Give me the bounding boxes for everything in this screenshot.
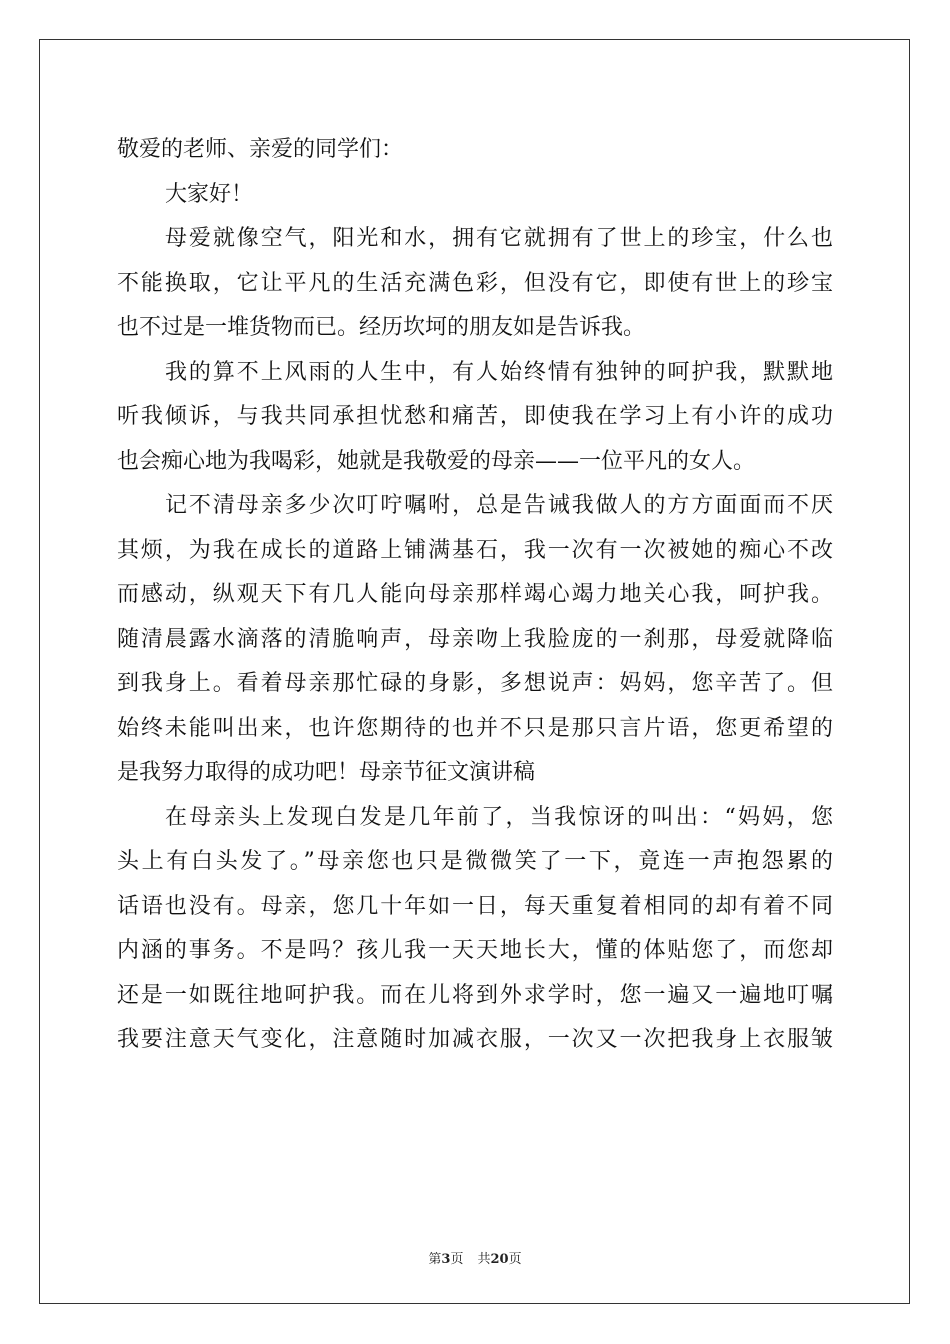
text-line: 大家好！ bbox=[165, 181, 254, 207]
text-line: 其烦，为我在成长的道路上铺满基石，我一次有一次被她的痴心不改 bbox=[117, 537, 833, 563]
text-line: 听我倾诉，与我共同承担忧愁和痛苦，即使我在学习上有小许的成功 bbox=[117, 404, 833, 429]
text-line: 内涵的事务。不是吗？孩儿我一天天地长大，懂的体贴您了，而您却 bbox=[117, 938, 833, 963]
text-line: 始终未能叫出来，也许您期待的也并不只是那只言片语，您更希望的 bbox=[117, 715, 833, 741]
footer-total-suffix: 页 bbox=[508, 1252, 522, 1267]
document-body bbox=[117, 128, 833, 1063]
text-line: 母爱就像空气，阳光和水，拥有它就拥有了世上的珍宝，什么也 bbox=[165, 226, 833, 251]
text-line: 随清晨露水滴落的清脆响声，母亲吻上我脸庞的一刹那，母爱就降临 bbox=[117, 626, 833, 652]
text-line: 也不过是一堆货物而已。经历坎坷的朋友如是告诉我。 bbox=[117, 315, 646, 340]
text-line: 也会痴心地为我喝彩，她就是我敬爱的母亲——一位平凡的女人。 bbox=[117, 448, 756, 474]
footer-prefix: 第 bbox=[428, 1252, 442, 1267]
page-footer bbox=[0, 1248, 950, 1267]
text-line: 敬爱的老师、亲爱的同学们： bbox=[117, 137, 404, 162]
footer-total-prefix: 共 bbox=[477, 1252, 491, 1267]
footer-page-suffix: 页 bbox=[450, 1252, 464, 1267]
text-line: 我的算不上风雨的人生中，有人始终情有独钟的呵护我，默默地 bbox=[165, 359, 833, 385]
text-line: 而感动，纵观天下有几人能向母亲那样竭心竭力地关心我，呵护我。 bbox=[117, 582, 833, 607]
text-line: 是我努力取得的成功吧！母亲节征文演讲稿 bbox=[117, 760, 536, 785]
text-line: 到我身上。看着母亲那忙碌的身影，多想说声：妈妈，您辛苦了。但 bbox=[117, 671, 833, 696]
text-line: 我要注意天气变化，注意随时加减衣服，一次又一次把我身上衣服皱 bbox=[117, 1027, 833, 1052]
text-line: 还是一如既往地呵护我。而在儿将到外求学时，您一遍又一遍地叮嘱 bbox=[117, 982, 833, 1008]
text-line: 在母亲头上发现白发是几年前了，当我惊讶的叫出：“妈妈，您 bbox=[165, 804, 833, 830]
text-line: 不能换取，它让平凡的生活充满色彩，但没有它，即使有世上的珍宝 bbox=[117, 270, 833, 296]
text-line: 头上有白头发了。”母亲您也只是微微笑了一下，竟连一声抱怨累的 bbox=[117, 849, 833, 874]
current-page-number: 3 bbox=[441, 1252, 451, 1267]
total-page-number: 20 bbox=[490, 1252, 509, 1267]
text-line: 话语也没有。母亲，您几十年如一日，每天重复着相同的却有着不同 bbox=[117, 893, 833, 919]
text-line: 记不清母亲多少次叮咛嘱咐，总是告诫我做人的方方面面而不厌 bbox=[165, 493, 833, 518]
